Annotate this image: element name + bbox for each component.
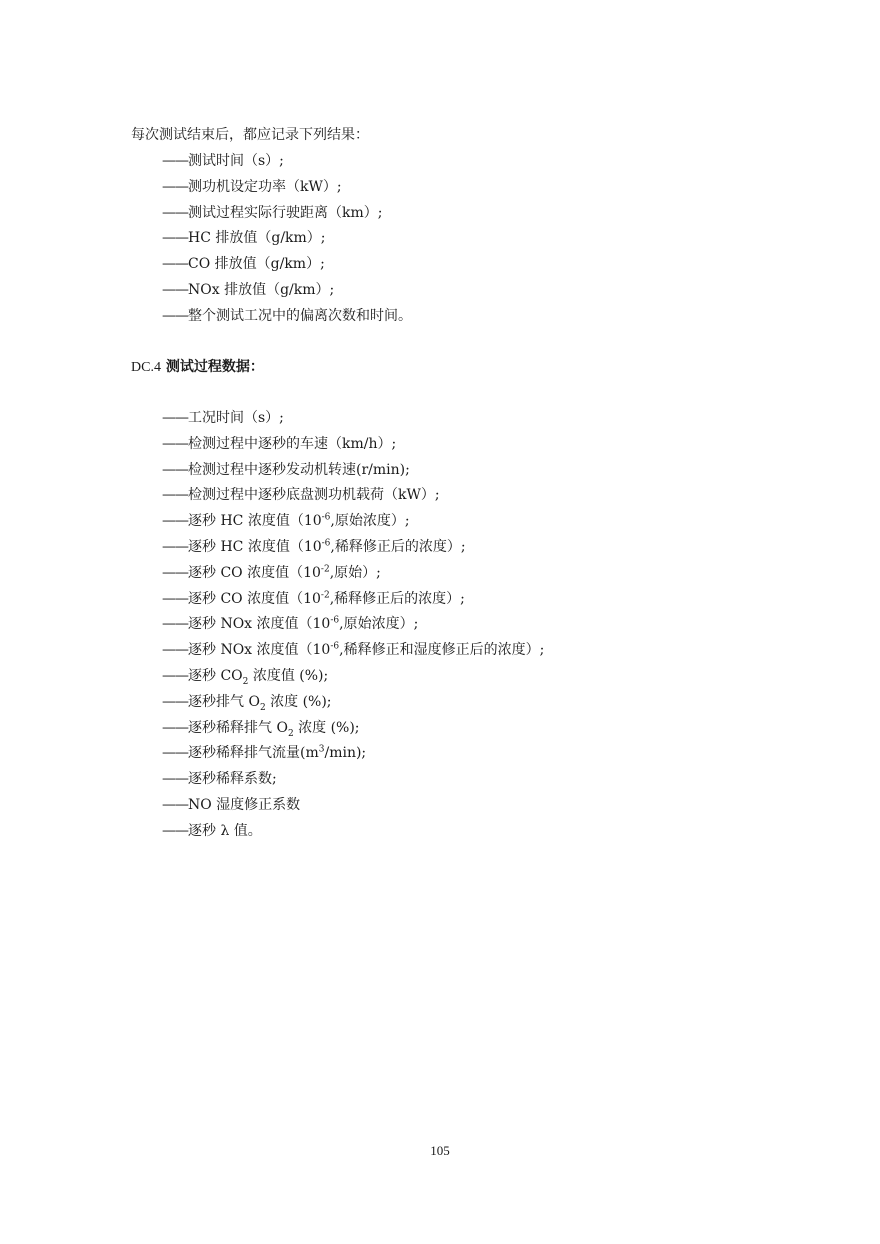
list-item: ——逐秒稀释系数; <box>162 771 277 788</box>
list-item: ——工况时间（s）; <box>162 410 284 426</box>
list-item: ——检测过程中逐秒发动机转速(r/min); <box>162 461 410 478</box>
dash: —— <box>162 256 188 273</box>
dash: —— <box>162 230 188 247</box>
list-item: ——逐秒 NOx 浓度值（$10^{-6}$,稀释修正和湿度修正后的浓度）; <box>162 641 545 659</box>
dash: —— <box>162 281 188 298</box>
list-item: ——测试过程实际行驶距离（km）; <box>162 204 383 221</box>
dash: —— <box>162 204 188 221</box>
list-item: ——逐秒 CO 浓度值（$10^{-2}$,原始）; <box>162 564 381 581</box>
list-item: ——NOx 排放值（g/km）; <box>162 281 335 298</box>
list-item: ——CO 排放值（g/km）; <box>162 256 325 273</box>
page-number: 105 <box>430 1143 450 1158</box>
dash: —— <box>162 153 188 169</box>
list-item: ——逐秒 HC 浓度值（$10^{-6}$,稀释修正后的浓度）; <box>162 538 466 555</box>
section-number: DC.4 <box>131 360 161 375</box>
list-item: ——逐秒 CO 浓度值（$10^{-2}$,稀释修正后的浓度）; <box>162 589 465 607</box>
list-item: ——逐秒稀释排气 $O_2$ 浓度 (%); <box>162 719 360 739</box>
results-list <box>162 150 412 331</box>
list-item: ——NO 湿度修正系数 <box>162 796 301 813</box>
list-item: ——整个测试工况中的偏离次数和时间。 <box>162 307 412 324</box>
intro-paragraph: 每次测试结束后，都应记录下列结果： <box>131 127 369 143</box>
dash: —— <box>162 178 188 195</box>
list-item: ——检测过程中逐秒的车速（km/h）; <box>162 435 397 452</box>
list-item: ——逐秒 $CO_2$ 浓度值 (%); <box>162 667 329 687</box>
dash: —— <box>162 307 188 324</box>
list-item: ——逐秒 λ 值。 <box>162 822 262 839</box>
process-data-list <box>162 407 544 846</box>
list-item: ——逐秒 NOx 浓度值（$10^{-6}$,原始浓度）; <box>162 615 419 633</box>
section-title: 测试过程数据： <box>165 359 264 375</box>
list-item: ——逐秒排气 $O_2$ 浓度 (%); <box>162 693 332 713</box>
list-item: ——逐秒 HC 浓度值（$10^{-6}$,原始浓度）; <box>162 512 410 530</box>
list-item: ——检测过程中逐秒底盘测功机载荷（kW）; <box>162 487 440 504</box>
list-item: ——HC 排放值（g/km）; <box>162 230 326 247</box>
list-item: ——测试时间（s）; <box>162 153 284 169</box>
list-item: ——逐秒稀释排气流量$(m^3/\min)$; <box>162 744 367 762</box>
section-heading <box>131 356 264 379</box>
list-item: ——测功机设定功率（kW）; <box>162 178 342 195</box>
